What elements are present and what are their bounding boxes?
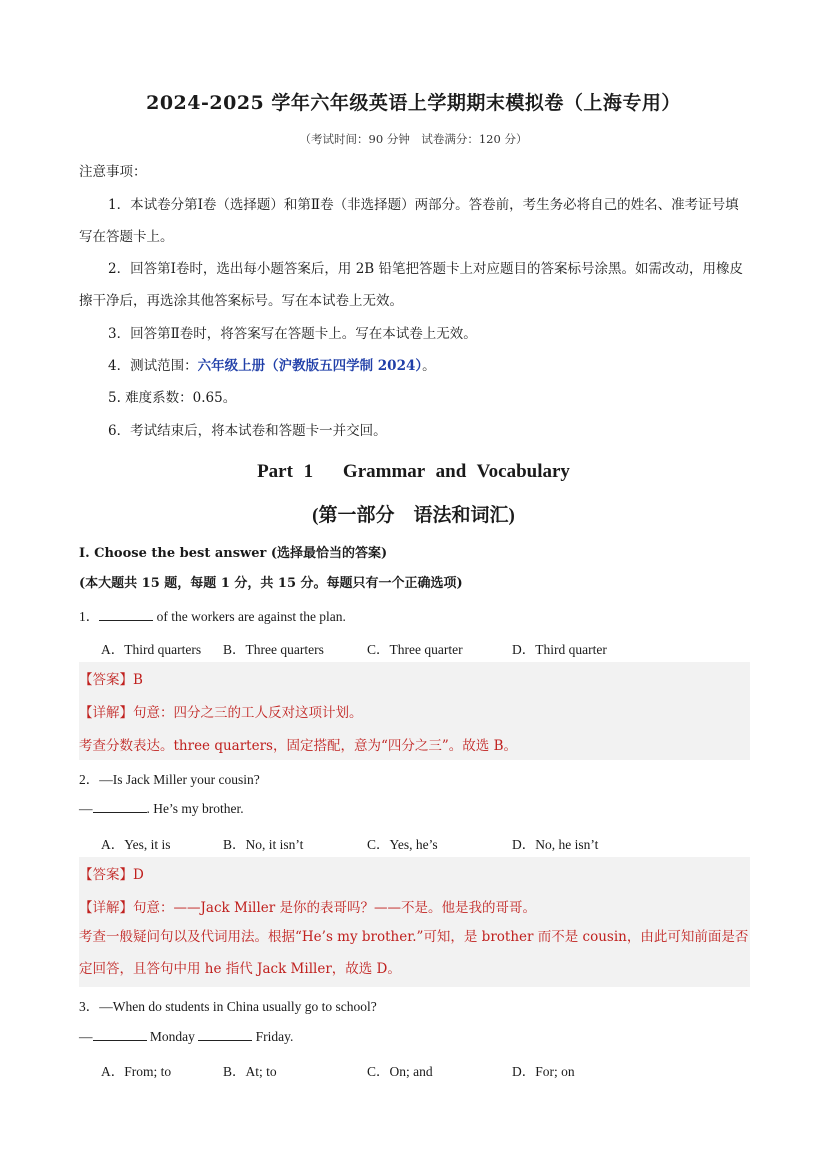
- detail-1: 【详解】句意：四分之三的工人反对这项计划。: [79, 705, 363, 721]
- part-title: Part 1 Grammar and Vocabulary: [257, 461, 570, 482]
- answer-blank: [198, 1028, 252, 1041]
- option-b: B．Three quarters: [223, 642, 324, 657]
- explanation-2: 考查一般疑问句以及代词用法。根据“He’s my brother.”可知，是 brother 而不是 cousin，由此可知前面是否定回答，且答句中用 he 指代 Jack Miller，故选 D。: [79, 929, 749, 977]
- note-1: 1．本试卷分第Ⅰ卷（选择题）和第Ⅱ卷（非选择题）两部分。答卷前，考生务必将自己的姓名、准考证号填写在答题卡上。: [79, 197, 739, 245]
- option-a: A．Yes, it is: [101, 837, 171, 852]
- answer-box-1: [79, 662, 750, 760]
- option-c: C．On; and: [367, 1064, 433, 1079]
- option-b: B．At; to: [223, 1064, 277, 1079]
- answer-blank: [93, 1028, 147, 1041]
- option-d: D．For; on: [512, 1064, 575, 1079]
- note-2: 2．回答第Ⅰ卷时，选出每小题答案后，用 2B 铅笔把答题卡上对应题目的答案标号涂黑。如需改动，用橡皮擦干净后，再选涂其他答案标号。写在本试卷上无效。: [79, 261, 744, 309]
- option-d: D．No, he isn’t: [512, 837, 599, 852]
- option-a: A．From; to: [101, 1064, 172, 1079]
- answer-box-2: [79, 857, 750, 987]
- option-c: C．Three quarter: [367, 642, 463, 657]
- question-2-stem: 2．—Is Jack Miller your cousin?: [79, 772, 260, 787]
- question-3-reply: — Monday Friday.: [79, 1029, 294, 1044]
- explanation-1: 考查分数表达。three quarters，固定搭配，意为“四分之三”。故选 B。: [79, 738, 517, 754]
- option-b: B．No, it isn’t: [223, 837, 304, 852]
- question-2-reply: — . He’s my brother.: [79, 801, 244, 816]
- notes-heading: 注意事项：: [79, 164, 147, 180]
- option-d: D．Third quarter: [512, 642, 607, 657]
- question-1-stem: 1． of the workers are against the plan.: [79, 609, 346, 624]
- note-3: 3．回答第Ⅱ卷时，将答案写在答题卡上。写在本试卷上无效。: [108, 326, 477, 342]
- option-a: A．Third quarters: [101, 642, 202, 657]
- answer-1: 【答案】B: [79, 672, 143, 688]
- test-scope: 六年级上册（沪教版五四学制 2024）: [197, 358, 423, 374]
- answer-blank: [99, 608, 153, 621]
- page-title: 2024-2025 学年六年级英语上学期期末模拟卷（上海专用）: [146, 92, 681, 114]
- note-6: 6．考试结束后，将本试卷和答题卡一并交回。: [108, 423, 387, 439]
- part-title-cn: (第一部分 语法和词汇): [312, 505, 515, 526]
- answer-2: 【答案】D: [79, 867, 144, 883]
- option-c: C．Yes, he’s: [367, 837, 438, 852]
- section-instructions: (本大题共 15 题，每题 1 分，共 15 分。每题只有一个正确选项): [79, 576, 463, 591]
- answer-blank: [93, 800, 147, 813]
- note-4: 4．测试范围：六年级上册（沪教版五四学制 2024）。: [108, 358, 436, 374]
- exam-info: （考试时间：90 分钟 试卷满分：120 分）: [299, 132, 528, 146]
- section-heading: I. Choose the best answer (选择最恰当的答案): [79, 546, 388, 561]
- question-3-stem: 3．—When do students in China usually go to school?: [79, 999, 377, 1014]
- note-5: 5. 难度系数：0.65。: [108, 390, 237, 406]
- detail-2: 【详解】句意：——Jack Miller 是你的表哥吗？——不是。他是我的哥哥。: [79, 900, 537, 916]
